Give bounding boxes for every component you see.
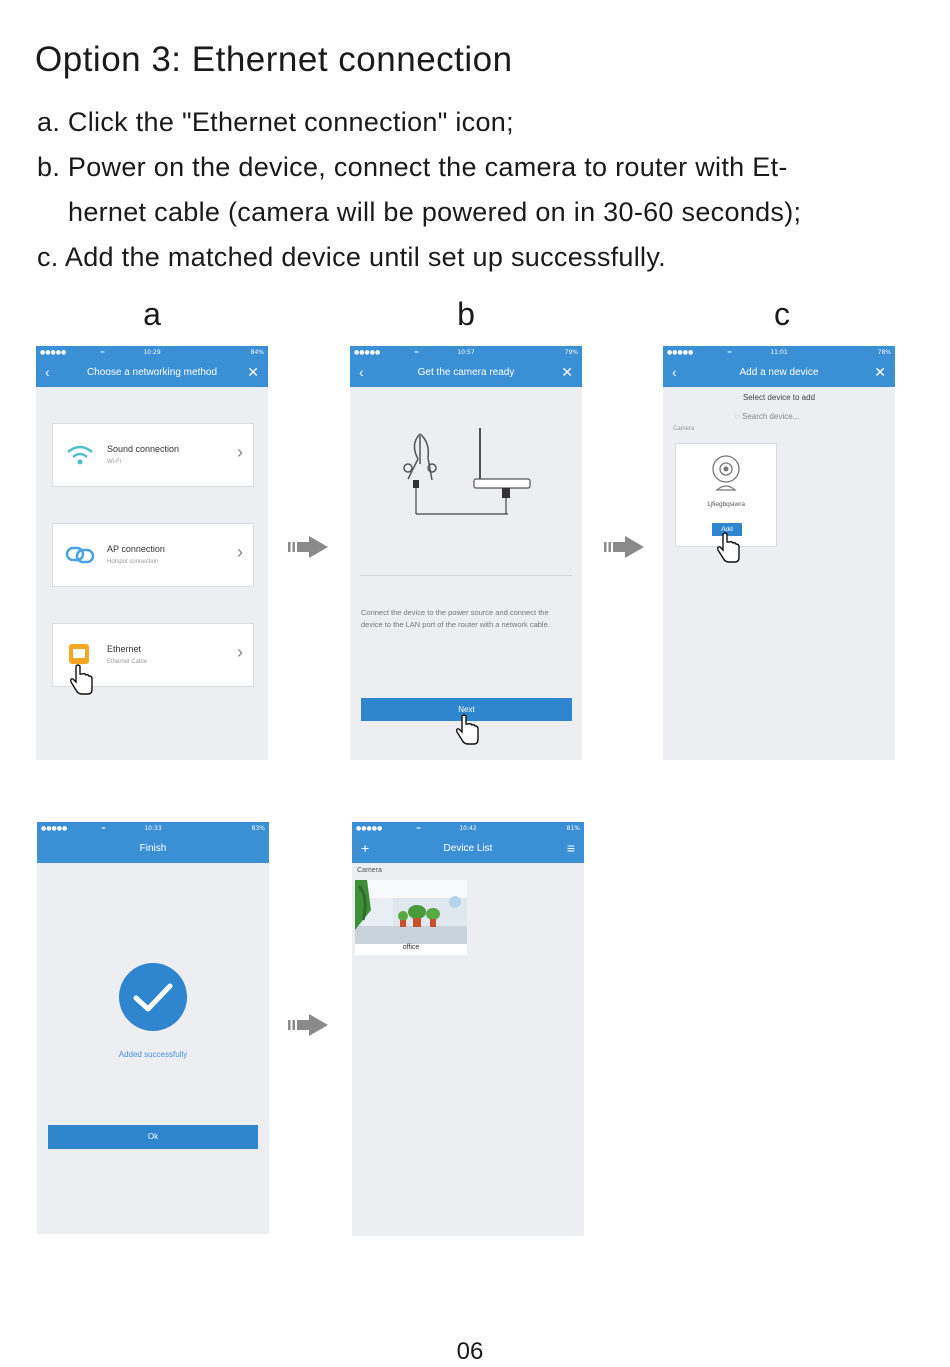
option-sublabel: Ethernet Cable <box>107 659 148 665</box>
page-number: 06 <box>456 1338 484 1365</box>
signal-icon: ●●●●● <box>40 349 67 356</box>
wifi-status-icon: ≈ <box>416 825 422 832</box>
screen-title: Device List <box>443 843 493 854</box>
wifi-icon <box>65 442 95 468</box>
screen-title: Finish <box>139 843 167 854</box>
flow-arrow-icon <box>288 1014 330 1036</box>
search-status <box>735 412 799 421</box>
status-time: 10:29 <box>143 349 161 356</box>
option-sound-connection[interactable] <box>52 423 254 487</box>
screen-title: Get the camera ready <box>417 367 515 378</box>
nav-bar <box>36 360 268 387</box>
camera-device-icon <box>709 454 743 492</box>
instruction-text: Connect the device to the power source and connect the device to the LAN port of the router with a network cable. <box>361 608 550 629</box>
option-sublabel: Wi-Fi <box>107 459 121 465</box>
ap-link-icon <box>65 542 95 568</box>
screen-title: Add a new device <box>739 367 819 378</box>
status-bar <box>36 346 268 360</box>
nav-bar <box>663 360 895 387</box>
chevron-right-icon: › <box>237 642 243 662</box>
wifi-status-icon: ≈ <box>101 825 107 832</box>
add-button[interactable]: Add <box>712 523 742 536</box>
chevron-right-icon: › <box>237 542 243 562</box>
step-b-text-line1: b. Power on the device, connect the camera to router with Et- <box>37 152 788 182</box>
status-time: 11:01 <box>770 349 788 356</box>
screen-finish <box>37 822 269 1234</box>
screen-choose-network <box>36 346 268 760</box>
wifi-status-icon: ≈ <box>414 349 420 356</box>
status-bar <box>663 346 895 360</box>
battery-level: 79% <box>564 349 578 356</box>
add-device-icon[interactable]: + <box>361 840 370 856</box>
status-bar <box>350 346 582 360</box>
status-time: 10:57 <box>457 349 475 356</box>
wifi-status-icon: ≈ <box>727 349 733 356</box>
pointing-hand-icon <box>454 714 482 746</box>
step-c-text: c. Add the matched device until set up successfully. <box>37 242 666 272</box>
pointing-hand-icon <box>715 532 743 564</box>
option-ap-connection[interactable] <box>52 523 254 587</box>
battery-level: 81% <box>566 825 580 832</box>
back-icon[interactable]: ‹ <box>672 364 677 380</box>
device-id: 1jfiegbqsiwra <box>707 501 745 508</box>
battery-level: 84% <box>250 349 264 356</box>
nav-bar <box>37 836 269 863</box>
success-message: Added successfully <box>118 1050 188 1059</box>
battery-level: 83% <box>251 825 265 832</box>
signal-icon: ●●●●● <box>41 825 68 832</box>
camera-router-illustration <box>390 424 540 524</box>
wifi-status-icon: ≈ <box>100 349 106 356</box>
section-label: Camera <box>357 867 382 874</box>
option-label: Ethernet <box>107 644 142 654</box>
status-time: 10:33 <box>144 825 162 832</box>
signal-icon: ●●●●● <box>354 349 381 356</box>
pointing-hand-icon <box>68 664 96 696</box>
success-check-icon <box>118 962 188 1032</box>
column-label-b: b <box>457 296 475 332</box>
step-a-text: a. Click the "Ethernet connection" icon; <box>37 107 514 137</box>
menu-icon[interactable]: ≡ <box>566 840 575 856</box>
signal-icon: ●●●●● <box>667 349 694 356</box>
next-button[interactable]: Next <box>361 698 572 721</box>
nav-bar <box>352 836 584 863</box>
chevron-right-icon: › <box>237 442 243 462</box>
device-tile[interactable] <box>355 880 467 955</box>
ok-button[interactable]: Ok <box>48 1125 258 1149</box>
camera-snapshot-image <box>355 880 467 944</box>
status-time: 10:42 <box>459 825 477 832</box>
flow-arrow-icon <box>288 536 330 558</box>
close-icon[interactable]: ✕ <box>561 364 573 380</box>
option-label: Sound connection <box>107 444 180 454</box>
screen-device-list <box>352 822 584 1236</box>
option-sublabel: Hotspot connection <box>107 559 159 565</box>
nav-bar <box>350 360 582 387</box>
select-device-label: Select device to add <box>742 393 816 402</box>
device-name: office <box>402 944 420 951</box>
page-heading: Option 3: Ethernet connection <box>35 40 513 79</box>
divider <box>360 575 572 576</box>
column-label-a: a <box>143 296 161 332</box>
screen-add-device <box>663 346 895 760</box>
column-label-c: c <box>774 296 790 332</box>
back-icon[interactable]: ‹ <box>45 364 50 380</box>
flow-arrow-icon <box>604 536 646 558</box>
option-label: AP connection <box>107 544 165 554</box>
battery-level: 78% <box>877 349 891 356</box>
back-icon[interactable]: ‹ <box>359 364 364 380</box>
screen-camera-ready <box>350 346 582 760</box>
loading-spinner-icon: ◌ <box>735 412 742 421</box>
screen-title: Choose a networking method <box>86 367 218 378</box>
section-label: Camera <box>673 426 695 432</box>
signal-icon: ●●●●● <box>356 825 383 832</box>
close-icon[interactable]: ✕ <box>874 364 886 380</box>
search-status-text: Search device... <box>741 412 800 421</box>
status-bar <box>37 822 269 836</box>
step-b-text-line2: hernet cable (camera will be powered on in 30-60 seconds); <box>68 197 802 227</box>
close-icon[interactable]: ✕ <box>247 364 259 380</box>
status-bar <box>352 822 584 836</box>
